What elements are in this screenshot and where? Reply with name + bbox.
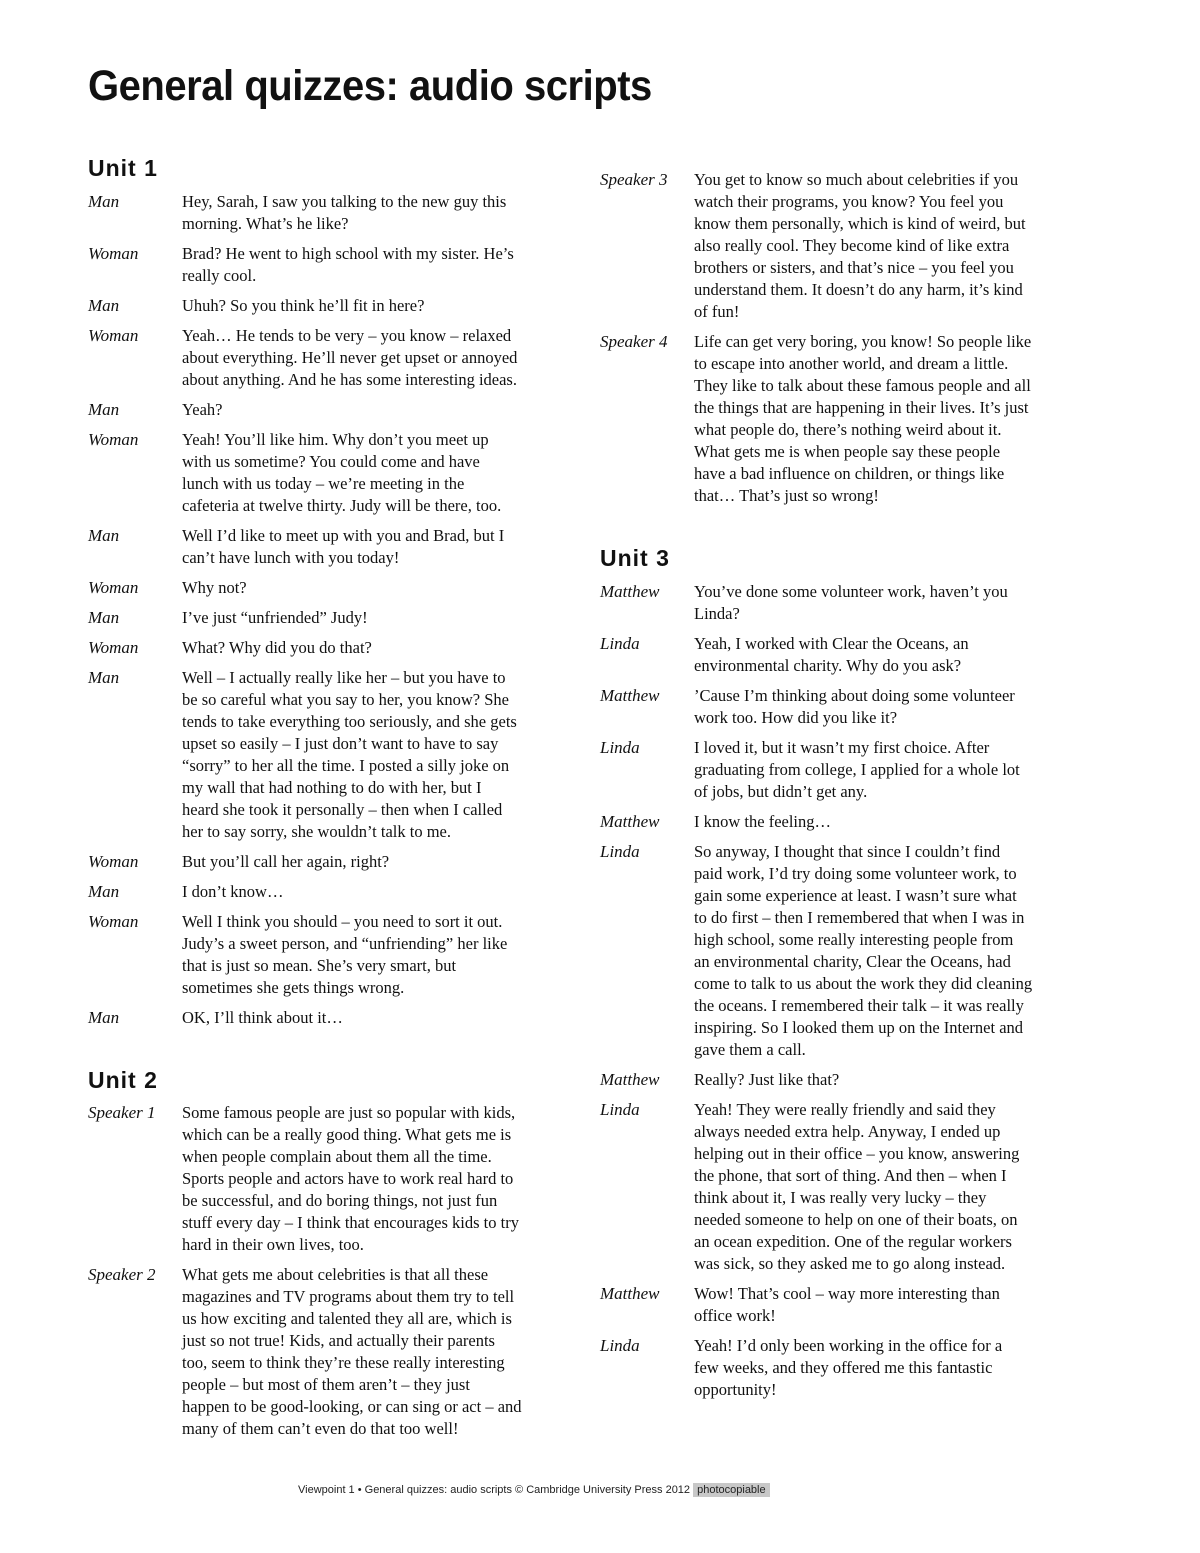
dialogue-line: I’ve just “unfriended” Judy! bbox=[182, 608, 368, 627]
speaker-name: Man bbox=[88, 400, 120, 419]
speaker-name: Man bbox=[88, 608, 120, 627]
dialogue-entry bbox=[600, 169, 1090, 323]
dialogue-line: Hey, Sarah, I saw you talking to the new guy this bbox=[182, 192, 507, 211]
dialogue-line: Wow! That’s cool – way more interesting than bbox=[694, 1284, 1000, 1303]
dialogue-line: which can be a really good thing. What gets me is bbox=[182, 1125, 512, 1144]
speaker-name: Speaker 2 bbox=[88, 1265, 156, 1284]
dialogue-line: was sick, so they asked me to go along instead. bbox=[694, 1254, 1006, 1273]
dialogue-line: Really? Just like that? bbox=[694, 1070, 840, 1089]
dialogue-line: cafeteria at twelve thirty. Judy will be there, too. bbox=[182, 496, 502, 515]
dialogue-line: They like to talk about these famous people and all bbox=[694, 376, 1031, 395]
speaker-name: Linda bbox=[600, 634, 640, 653]
unit-heading: Unit 3 bbox=[600, 545, 670, 571]
dialogue-line: the oceans. I remembered their talk – it was really bbox=[694, 996, 1024, 1015]
speaker-name: Woman bbox=[88, 430, 139, 449]
dialogue-entry bbox=[88, 881, 568, 903]
dialogue-line: Yeah… He tends to be very – you know – relaxed bbox=[182, 326, 512, 345]
dialogue-line: the things that are happening in their lives. It’s just bbox=[694, 398, 1029, 417]
dialogue-line: You’ve done some volunteer work, haven’t you bbox=[694, 582, 1008, 601]
speaker-name: Matthew bbox=[600, 686, 660, 705]
dialogue-line: inspiring. So I looked them up on the Internet and bbox=[694, 1018, 1024, 1037]
dialogue-line: when people complain about them all the time. bbox=[182, 1147, 492, 1166]
dialogue-line: have a bad influence on children, or things like bbox=[694, 464, 1005, 483]
dialogue-line: Well I’d like to meet up with you and Brad, but I bbox=[182, 526, 505, 545]
photocopiable-badge: photocopiable bbox=[693, 1483, 770, 1497]
dialogue-line: really cool. bbox=[182, 266, 257, 285]
dialogue-line: be so careful what you say to her, you know? She bbox=[182, 690, 509, 709]
dialogue-line: few weeks, and they offered me this fantastic bbox=[694, 1358, 993, 1377]
dialogue-line: Yeah! I’d only been working in the office for a bbox=[694, 1336, 1003, 1355]
dialogue-line: Yeah! They were really friendly and said they bbox=[694, 1100, 996, 1119]
dialogue-line: watch their programs, you know? You feel you bbox=[694, 192, 1004, 211]
dialogue-line: Yeah, I worked with Clear the Oceans, an bbox=[694, 634, 969, 653]
dialogue-entry bbox=[88, 577, 568, 599]
dialogue-line: be successful, and do boring things, not just fun bbox=[182, 1191, 498, 1210]
speaker-name: Linda bbox=[600, 738, 640, 757]
speaker-name: Woman bbox=[88, 578, 139, 597]
dialogue-line: Judy’s a sweet person, and “unfriending” her like bbox=[182, 934, 508, 953]
speaker-name: Linda bbox=[600, 1100, 640, 1119]
dialogue-line: people – but most of them aren’t – they just bbox=[182, 1375, 470, 1394]
dialogue-line: what people do, there’s nothing weird about it. bbox=[694, 420, 1002, 439]
dialogue-line: know them personally, which is kind of weird, but bbox=[694, 214, 1026, 233]
dialogue-line: What? Why did you do that? bbox=[182, 638, 372, 657]
dialogue-entry bbox=[88, 1264, 568, 1440]
dialogue-line: to do first – then I remembered that when I was in bbox=[694, 908, 1025, 927]
dialogue-entry bbox=[88, 525, 568, 569]
dialogue-line: graduating from college, I applied for a whole lot bbox=[694, 760, 1020, 779]
dialogue-line: Brad? He went to high school with my sister. He’s bbox=[182, 244, 514, 263]
speaker-name: Speaker 4 bbox=[600, 332, 668, 351]
footer bbox=[298, 1484, 770, 1496]
dialogue-line: tends to take everything too seriously, and she gets bbox=[182, 712, 517, 731]
dialogue-line: just so not true! Kids, and actually their parents bbox=[182, 1331, 495, 1350]
dialogue-line: heard she took it personally – then when I called bbox=[182, 800, 503, 819]
dialogue-entry bbox=[600, 331, 1090, 507]
dialogue-entry bbox=[600, 1069, 1090, 1091]
speaker-name: Speaker 3 bbox=[600, 170, 668, 189]
dialogue-line: think about it, I was really very lucky – they bbox=[694, 1188, 987, 1207]
dialogue-line: Yeah! You’ll like him. Why don’t you meet up bbox=[182, 430, 489, 449]
dialogue-line: about anything. And he has some interesting ideas. bbox=[182, 370, 517, 389]
dialogue-line: Why not? bbox=[182, 578, 247, 597]
dialogue-line: “sorry” to her all the time. I posted a silly joke on bbox=[182, 756, 510, 775]
dialogue-line: with us sometime? You could come and have bbox=[182, 452, 480, 471]
dialogue-entry bbox=[88, 295, 568, 317]
dialogue-entry bbox=[600, 633, 1090, 677]
speaker-name: Woman bbox=[88, 852, 139, 871]
dialogue-line: Yeah? bbox=[182, 400, 223, 419]
dialogue-line: upset so easily – I just don’t want to have to say bbox=[182, 734, 499, 753]
dialogue-line: to escape into another world, and dream a little. bbox=[694, 354, 1009, 373]
dialogue-line: ’Cause I’m thinking about doing some volunteer bbox=[694, 686, 1015, 705]
dialogue-line: But you’ll call her again, right? bbox=[182, 852, 390, 871]
dialogue-line: hard in their own lives, too. bbox=[182, 1235, 364, 1254]
dialogue-line: gave them a call. bbox=[694, 1040, 806, 1059]
dialogue-entry bbox=[88, 911, 568, 999]
speaker-name: Matthew bbox=[600, 812, 660, 831]
dialogue-line: Linda? bbox=[694, 604, 740, 623]
dialogue-line: Uhuh? So you think he’ll fit in here? bbox=[182, 296, 425, 315]
dialogue-line: Well – I actually really like her – but you have to bbox=[182, 668, 506, 687]
dialogue-line: Well I think you should – you need to sort it out. bbox=[182, 912, 503, 931]
dialogue-line: What gets me about celebrities is that all these bbox=[182, 1265, 489, 1284]
dialogue-line: stuff every day – I think that encourages kids to try bbox=[182, 1213, 519, 1232]
dialogue-entry bbox=[600, 1099, 1090, 1275]
dialogue-entry bbox=[88, 1007, 568, 1029]
dialogue-line: also really cool. They become kind of like extra bbox=[694, 236, 1010, 255]
dialogue-line: lunch with us today – we’re meeting in the bbox=[182, 474, 465, 493]
dialogue-line: paid work, I’d try doing some volunteer work, to bbox=[694, 864, 1017, 883]
dialogue-entry bbox=[88, 851, 568, 873]
speaker-name: Woman bbox=[88, 638, 139, 657]
dialogue-entry bbox=[88, 667, 568, 843]
speaker-name: Man bbox=[88, 1008, 120, 1027]
dialogue-line: morning. What’s he like? bbox=[182, 214, 349, 233]
speaker-name: Woman bbox=[88, 326, 139, 345]
dialogue-line: work too. How did you like it? bbox=[694, 708, 898, 727]
dialogue-line: magazines and TV programs about them try to tell bbox=[182, 1287, 515, 1306]
dialogue-line: an ocean expedition. One of the regular workers bbox=[694, 1232, 1012, 1251]
dialogue-entry bbox=[600, 1283, 1090, 1327]
speaker-name: Man bbox=[88, 192, 120, 211]
dialogue-line: brothers or sisters, and that’s nice – you feel you bbox=[694, 258, 1014, 277]
dialogue-entry bbox=[600, 581, 1090, 625]
unit-heading: Unit 1 bbox=[88, 155, 158, 181]
dialogue-entry bbox=[600, 841, 1090, 1061]
dialogue-line: office work! bbox=[694, 1306, 776, 1325]
dialogue-line: Some famous people are just so popular with kids, bbox=[182, 1103, 516, 1122]
dialogue-line: sometimes she gets things wrong. bbox=[182, 978, 405, 997]
speaker-name: Linda bbox=[600, 1336, 640, 1355]
dialogue-entry bbox=[88, 325, 568, 391]
dialogue-line: Life can get very boring, you know! So people like bbox=[694, 332, 1032, 351]
dialogue-line: always needed extra help. Anyway, I ended up bbox=[694, 1122, 1001, 1141]
dialogue-line: OK, I’ll think about it… bbox=[182, 1008, 343, 1027]
dialogue-line: an environmental charity, Clear the Oceans, had bbox=[694, 952, 1011, 971]
dialogue-entry bbox=[600, 1335, 1090, 1401]
dialogue-line: us how exciting and talented they all are, which is bbox=[182, 1309, 512, 1328]
dialogue-line: understand them. It doesn’t do any harm, it’s kind bbox=[694, 280, 1023, 299]
dialogue-line: helping out in their office – you know, answering bbox=[694, 1144, 1020, 1163]
dialogue-line: I know the feeling… bbox=[694, 812, 832, 831]
speaker-name: Matthew bbox=[600, 1070, 660, 1089]
dialogue-entry bbox=[88, 399, 568, 421]
speaker-name: Woman bbox=[88, 244, 139, 263]
dialogue-entry bbox=[600, 737, 1090, 803]
dialogue-entry bbox=[600, 685, 1090, 729]
speaker-name: Matthew bbox=[600, 582, 660, 601]
dialogue-entry bbox=[88, 637, 568, 659]
speaker-name: Man bbox=[88, 296, 120, 315]
speaker-name: Linda bbox=[600, 842, 640, 861]
dialogue-entry bbox=[88, 191, 568, 235]
dialogue-line: of jobs, but didn’t get any. bbox=[694, 782, 868, 801]
dialogue-line: her to say sorry, she wouldn’t talk to me. bbox=[182, 822, 451, 841]
dialogue-line: You get to know so much about celebrities if you bbox=[694, 170, 1019, 189]
speaker-name: Man bbox=[88, 668, 120, 687]
dialogue-line: of fun! bbox=[694, 302, 740, 321]
dialogue-line: my wall that had nothing to do with her, but I bbox=[182, 778, 482, 797]
dialogue-line: environmental charity. Why do you ask? bbox=[694, 656, 962, 675]
dialogue-line: What gets me is when people say these people bbox=[694, 442, 1001, 461]
dialogue-line: Sports people and actors have to work real hard to bbox=[182, 1169, 514, 1188]
speaker-name: Man bbox=[88, 526, 120, 545]
speaker-name: Speaker 1 bbox=[88, 1103, 156, 1122]
page-title: General quizzes: audio scripts bbox=[88, 62, 652, 110]
dialogue-line: I loved it, but it wasn’t my first choice. After bbox=[694, 738, 990, 757]
footer-text: Viewpoint 1 • General quizzes: audio scripts © Cambridge University Press 2012 bbox=[298, 1484, 691, 1496]
dialogue-entry bbox=[88, 607, 568, 629]
dialogue-line: So anyway, I thought that since I couldn’t find bbox=[694, 842, 1001, 861]
dialogue-line: that is just so mean. She’s very smart, but bbox=[182, 956, 457, 975]
dialogue-line: that… That’s just so wrong! bbox=[694, 486, 879, 505]
speaker-name: Woman bbox=[88, 912, 139, 931]
dialogue-line: happen to be good-looking, or can sing or act – and bbox=[182, 1397, 522, 1416]
unit-heading: Unit 2 bbox=[88, 1067, 158, 1093]
dialogue-line: opportunity! bbox=[694, 1380, 777, 1399]
dialogue-line: too, seem to think they’re these really interesting bbox=[182, 1353, 505, 1372]
dialogue-line: come to talk to us about the work they did cleaning bbox=[694, 974, 1033, 993]
dialogue-line: I don’t know… bbox=[182, 882, 284, 901]
dialogue-line: needed someone to help on one of their boats, on bbox=[694, 1210, 1018, 1229]
dialogue-line: many of them can’t even do that too well! bbox=[182, 1419, 459, 1438]
speaker-name: Man bbox=[88, 882, 120, 901]
speaker-name: Matthew bbox=[600, 1284, 660, 1303]
dialogue-line: the phone, that sort of thing. And then – when I bbox=[694, 1166, 1007, 1185]
dialogue-line: can’t have lunch with you today! bbox=[182, 548, 400, 567]
dialogue-entry bbox=[88, 429, 568, 517]
dialogue-entry bbox=[88, 1102, 568, 1256]
dialogue-line: gain some experience at least. I wasn’t sure what bbox=[694, 886, 1017, 905]
dialogue-line: high school, some really interesting people from bbox=[694, 930, 1014, 949]
dialogue-line: about everything. He’ll never get upset or annoyed bbox=[182, 348, 518, 367]
dialogue-entry bbox=[600, 811, 1090, 833]
dialogue-entry bbox=[88, 243, 568, 287]
